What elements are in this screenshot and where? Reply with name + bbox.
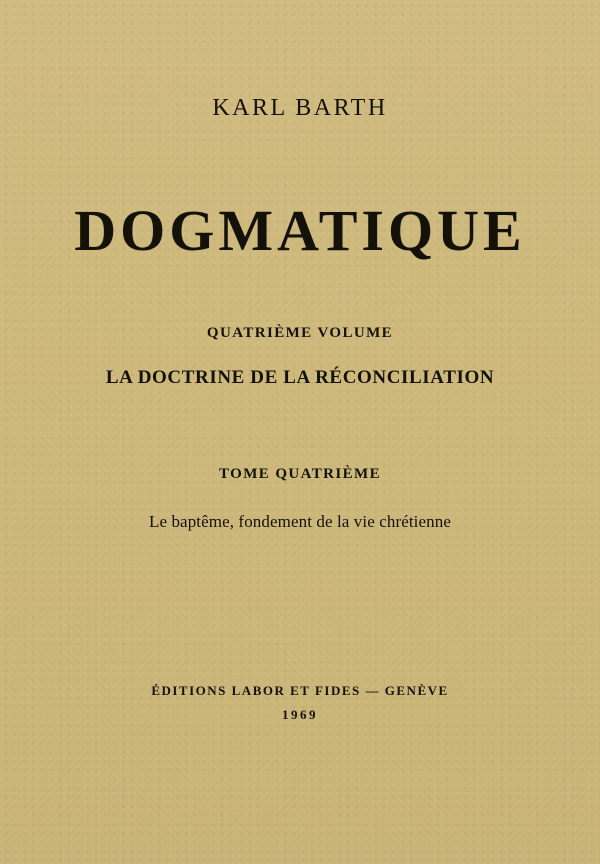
publisher-line: ÉDITIONS LABOR ET FIDES — GENÈVE (151, 683, 449, 698)
volume-label: QUATRIÈME VOLUME (206, 325, 394, 341)
book-title: DOGMATIQUE (74, 198, 526, 263)
tome-subtitle: Le baptême, fondement de la vie chrétienne (148, 512, 452, 531)
publication-year: 1969 (282, 707, 318, 722)
author-name: KARL BARTH (212, 95, 388, 121)
tome-label: TOME QUATRIÈME (219, 466, 381, 482)
doctrine-title: LA DOCTRINE DE LA RÉCONCILIATION (105, 367, 495, 388)
